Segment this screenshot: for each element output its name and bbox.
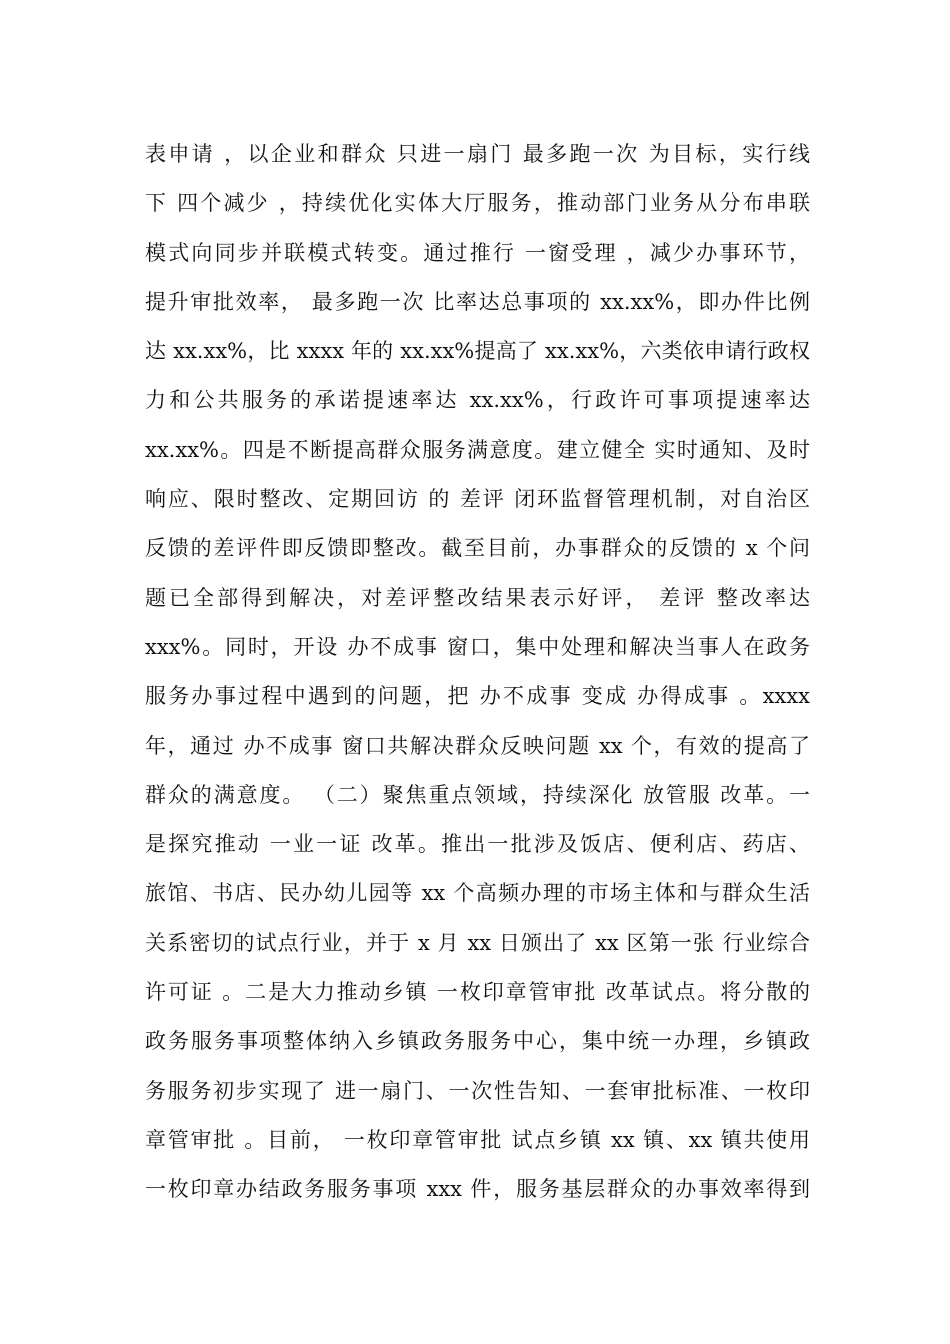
text-line: 是探究推动 一业一证 改革。推出一批涉及饭店、便利店、药店、 xyxy=(145,832,810,857)
text-line: 许可证 。二是大力推动乡镇 一枚印章管审批 改革试点。将分散的 xyxy=(145,980,810,1005)
text-line: 下 四个减少 ，持续优化实体大厅服务，推动部门业务从分布串联 xyxy=(145,191,810,216)
text-line: 服务办事过程中遇到的问题，把 办不成事 变成 办得成事 。xxxx xyxy=(145,684,810,709)
text-line: 题已全部得到解决，对差评整改结果表示好评， 差评 整改率达 xyxy=(145,585,810,610)
text-line: xx.xx%。四是不断提高群众服务满意度。建立健全 实时通知、及时 xyxy=(145,437,810,462)
text-line: 提升审批效率， 最多跑一次 比率达总事项的 xx.xx%，即办件比例 xyxy=(145,289,810,314)
text-line: 模式向同步并联模式转变。通过推行 一窗受理 ，减少办事环节， xyxy=(145,240,810,265)
text-line: 群众的满意度。 （二）聚焦重点领域，持续深化 放管服 改革。一 xyxy=(145,782,810,807)
text-line: 达 xx.xx%，比 xxxx 年的 xx.xx%提高了 xx.xx%，六类依申请行政权 xyxy=(145,339,810,364)
text-line: 表申请 ，以企业和群众 只进一扇门 最多跑一次 为目标，实行线 xyxy=(145,142,810,166)
text-line: 力和公共服务的承诺提速率达 xx.xx%，行政许可事项提速率达 xyxy=(145,388,810,413)
text-line: 旅馆、书店、民办幼儿园等 xx 个高频办理的市场主体和与群众生活 xyxy=(145,881,810,906)
text-line: 响应、限时整改、定期回访 的 差评 闭环监督管理机制，对自治区 xyxy=(145,487,810,512)
text-line: 年，通过 办不成事 窗口共解决群众反映问题 xx 个，有效的提高了 xyxy=(145,733,810,758)
text-line: 章管审批 。目前， 一枚印章管审批 试点乡镇 xx 镇、xx 镇共使用 xyxy=(145,1127,810,1152)
text-line: 反馈的差评件即反馈即整改。截至目前，办事群众的反馈的 x 个问 xyxy=(145,536,810,561)
text-line: 关系密切的试点行业，并于 x 月 xx 日颁出了 xx 区第一张 行业综合 xyxy=(145,930,810,955)
body-paragraph xyxy=(145,130,810,1215)
text-line: 政务服务事项整体纳入乡镇政务服务中心，集中统一办理，乡镇政 xyxy=(145,1029,810,1054)
text-line: 务服务初步实现了 进一扇门、一次性告知、一套审批标准、一枚印 xyxy=(145,1078,810,1103)
text-line: xxx%。同时，开设 办不成事 窗口，集中处理和解决当事人在政务 xyxy=(145,634,810,659)
text-line: 一枚印章办结政务服务事项 xxx 件，服务基层群众的办事效率得到 xyxy=(145,1177,810,1202)
